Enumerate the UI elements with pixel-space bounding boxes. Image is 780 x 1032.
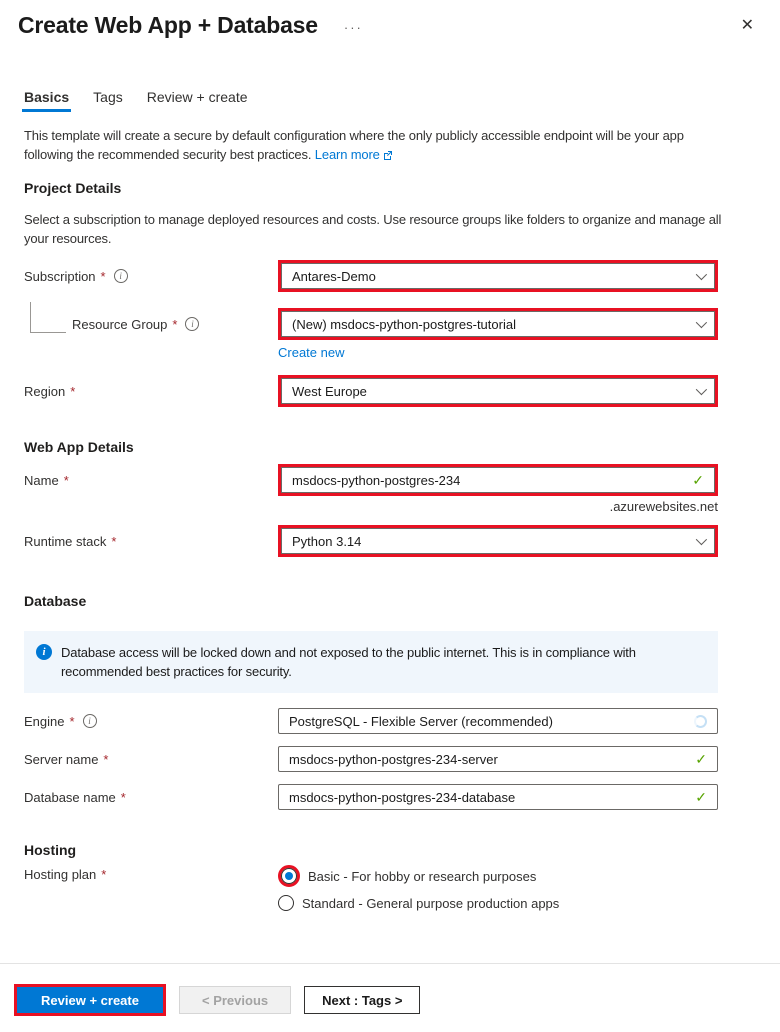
server-name-input[interactable]	[278, 746, 718, 772]
annotation-highlight	[278, 375, 718, 407]
hosting-plan-option-basic-label: Basic - For hobby or research purposes	[308, 868, 537, 884]
database-name-value: msdocs-python-postgres-234-database	[289, 789, 516, 805]
more-options-icon[interactable]: ···	[343, 20, 363, 35]
region-dropdown[interactable]	[281, 378, 715, 404]
annotation-highlight	[278, 260, 718, 292]
required-marker: *	[111, 533, 117, 549]
annotation-highlight	[278, 464, 718, 496]
page-title: Create Web App + Database	[18, 12, 318, 38]
database-name-label-group	[24, 790, 278, 805]
required-marker: *	[101, 867, 107, 882]
intro-text	[24, 126, 736, 165]
server-name-label: Server name	[24, 751, 99, 767]
previous-button[interactable]: < Previous	[179, 986, 291, 1014]
section-heading-web-app-details: Web App Details	[24, 439, 134, 455]
subscription-label-group	[24, 269, 278, 284]
tab-review-create[interactable]: Review + create	[146, 89, 248, 105]
engine-input[interactable]	[278, 708, 718, 734]
info-banner-text: Database access will be locked down and not exposed to the public internet. This is in compliance with recommended best practices for security.	[61, 645, 636, 679]
info-banner-icon: i	[36, 644, 52, 660]
annotation-highlight	[278, 525, 718, 557]
resource-group-dropdown[interactable]	[281, 311, 715, 337]
subscription-label: Subscription	[24, 268, 96, 284]
runtime-stack-value: Python 3.14	[292, 533, 362, 549]
database-name-label: Database name	[24, 789, 116, 805]
tab-bar	[0, 89, 780, 112]
subscription-row	[24, 260, 756, 292]
subscription-value: Antares-Demo	[292, 268, 376, 284]
server-name-value: msdocs-python-postgres-234-server	[289, 751, 498, 767]
resource-group-value: (New) msdocs-python-postgres-tutorial	[292, 316, 516, 332]
hosting-plan-option-standard[interactable]	[278, 895, 718, 911]
section-heading-hosting: Hosting	[24, 842, 77, 858]
resource-group-row	[24, 308, 756, 340]
next-tags-button[interactable]: Next : Tags >	[304, 986, 420, 1014]
tab-tags[interactable]: Tags	[93, 89, 123, 105]
server-name-label-group	[24, 752, 278, 767]
info-banner	[24, 631, 718, 693]
chevron-down-icon	[696, 317, 707, 328]
runtime-stack-label-group	[24, 534, 278, 549]
domain-suffix: .azurewebsites.net	[609, 499, 718, 514]
runtime-stack-row	[24, 525, 756, 557]
annotation-highlight	[14, 984, 166, 1016]
required-marker: *	[172, 316, 178, 332]
hosting-plan-row	[24, 865, 756, 911]
chevron-down-icon	[696, 269, 707, 280]
hosting-plan-label-group	[24, 867, 278, 882]
create-new-link[interactable]: Create new	[278, 345, 345, 360]
name-label-group	[24, 473, 278, 488]
external-link-icon	[383, 146, 393, 165]
runtime-stack-dropdown[interactable]	[281, 528, 715, 554]
learn-more-link[interactable]: Learn more	[314, 147, 380, 162]
subscription-dropdown[interactable]	[281, 263, 715, 289]
section-heading-project-details: Project Details	[24, 180, 122, 196]
name-label: Name	[24, 472, 59, 488]
tree-connector-line	[30, 302, 66, 333]
required-marker: *	[120, 789, 126, 805]
radio-unselected-icon[interactable]	[278, 895, 294, 911]
region-label: Region	[24, 383, 66, 399]
annotation-highlight	[278, 308, 718, 340]
server-name-row	[24, 746, 756, 772]
review-create-button[interactable]: Review + create	[17, 987, 163, 1013]
required-marker: *	[103, 751, 109, 767]
intro-text-body: This template will create a secure by default configuration where the only publicly accessible endpoint will be your app following the recommended security best practices.	[24, 128, 684, 162]
tab-basics[interactable]: Basics	[24, 89, 69, 112]
resource-group-label-group	[24, 317, 278, 332]
footer-bar	[0, 963, 780, 1032]
region-value: West Europe	[292, 383, 367, 399]
region-label-group	[24, 384, 278, 399]
engine-label-group	[24, 714, 278, 729]
database-name-row	[24, 784, 756, 810]
region-row	[24, 375, 756, 407]
close-icon[interactable]: ✕	[740, 16, 754, 34]
chevron-down-icon	[696, 534, 707, 545]
hosting-plan-label: Hosting plan	[24, 867, 97, 882]
engine-label: Engine	[24, 713, 65, 729]
required-marker: *	[70, 383, 76, 399]
valid-check-icon: ✓	[695, 750, 707, 767]
engine-value: PostgreSQL - Flexible Server (recommended)	[289, 713, 553, 729]
info-icon[interactable]: i	[83, 714, 97, 728]
info-icon[interactable]: i	[114, 269, 128, 283]
panel-header	[0, 0, 780, 39]
required-marker: *	[69, 713, 75, 729]
resource-group-label: Resource Group	[72, 316, 168, 332]
project-details-description: Select a subscription to manage deployed resources and costs. Use resource groups like folders to organize and manage all your resources.	[24, 212, 722, 246]
valid-check-icon: ✓	[692, 471, 704, 488]
valid-check-icon: ✓	[695, 788, 707, 805]
database-name-input[interactable]	[278, 784, 718, 810]
loading-spinner-icon	[694, 715, 707, 728]
annotation-highlight	[278, 865, 300, 887]
section-heading-database: Database	[24, 593, 87, 609]
runtime-stack-label: Runtime stack	[24, 533, 107, 549]
name-value: msdocs-python-postgres-234	[292, 472, 461, 488]
hosting-plan-option-basic[interactable]	[278, 865, 718, 887]
engine-row	[24, 708, 756, 734]
radio-selected-icon[interactable]	[281, 868, 297, 884]
name-input[interactable]	[281, 467, 715, 493]
hosting-plan-option-standard-label: Standard - General purpose production apps	[302, 895, 560, 911]
name-row	[24, 464, 756, 496]
chevron-down-icon	[696, 384, 707, 395]
required-marker: *	[100, 268, 106, 284]
required-marker: *	[63, 472, 69, 488]
info-icon[interactable]: i	[185, 317, 199, 331]
hosting-plan-options	[278, 865, 718, 911]
